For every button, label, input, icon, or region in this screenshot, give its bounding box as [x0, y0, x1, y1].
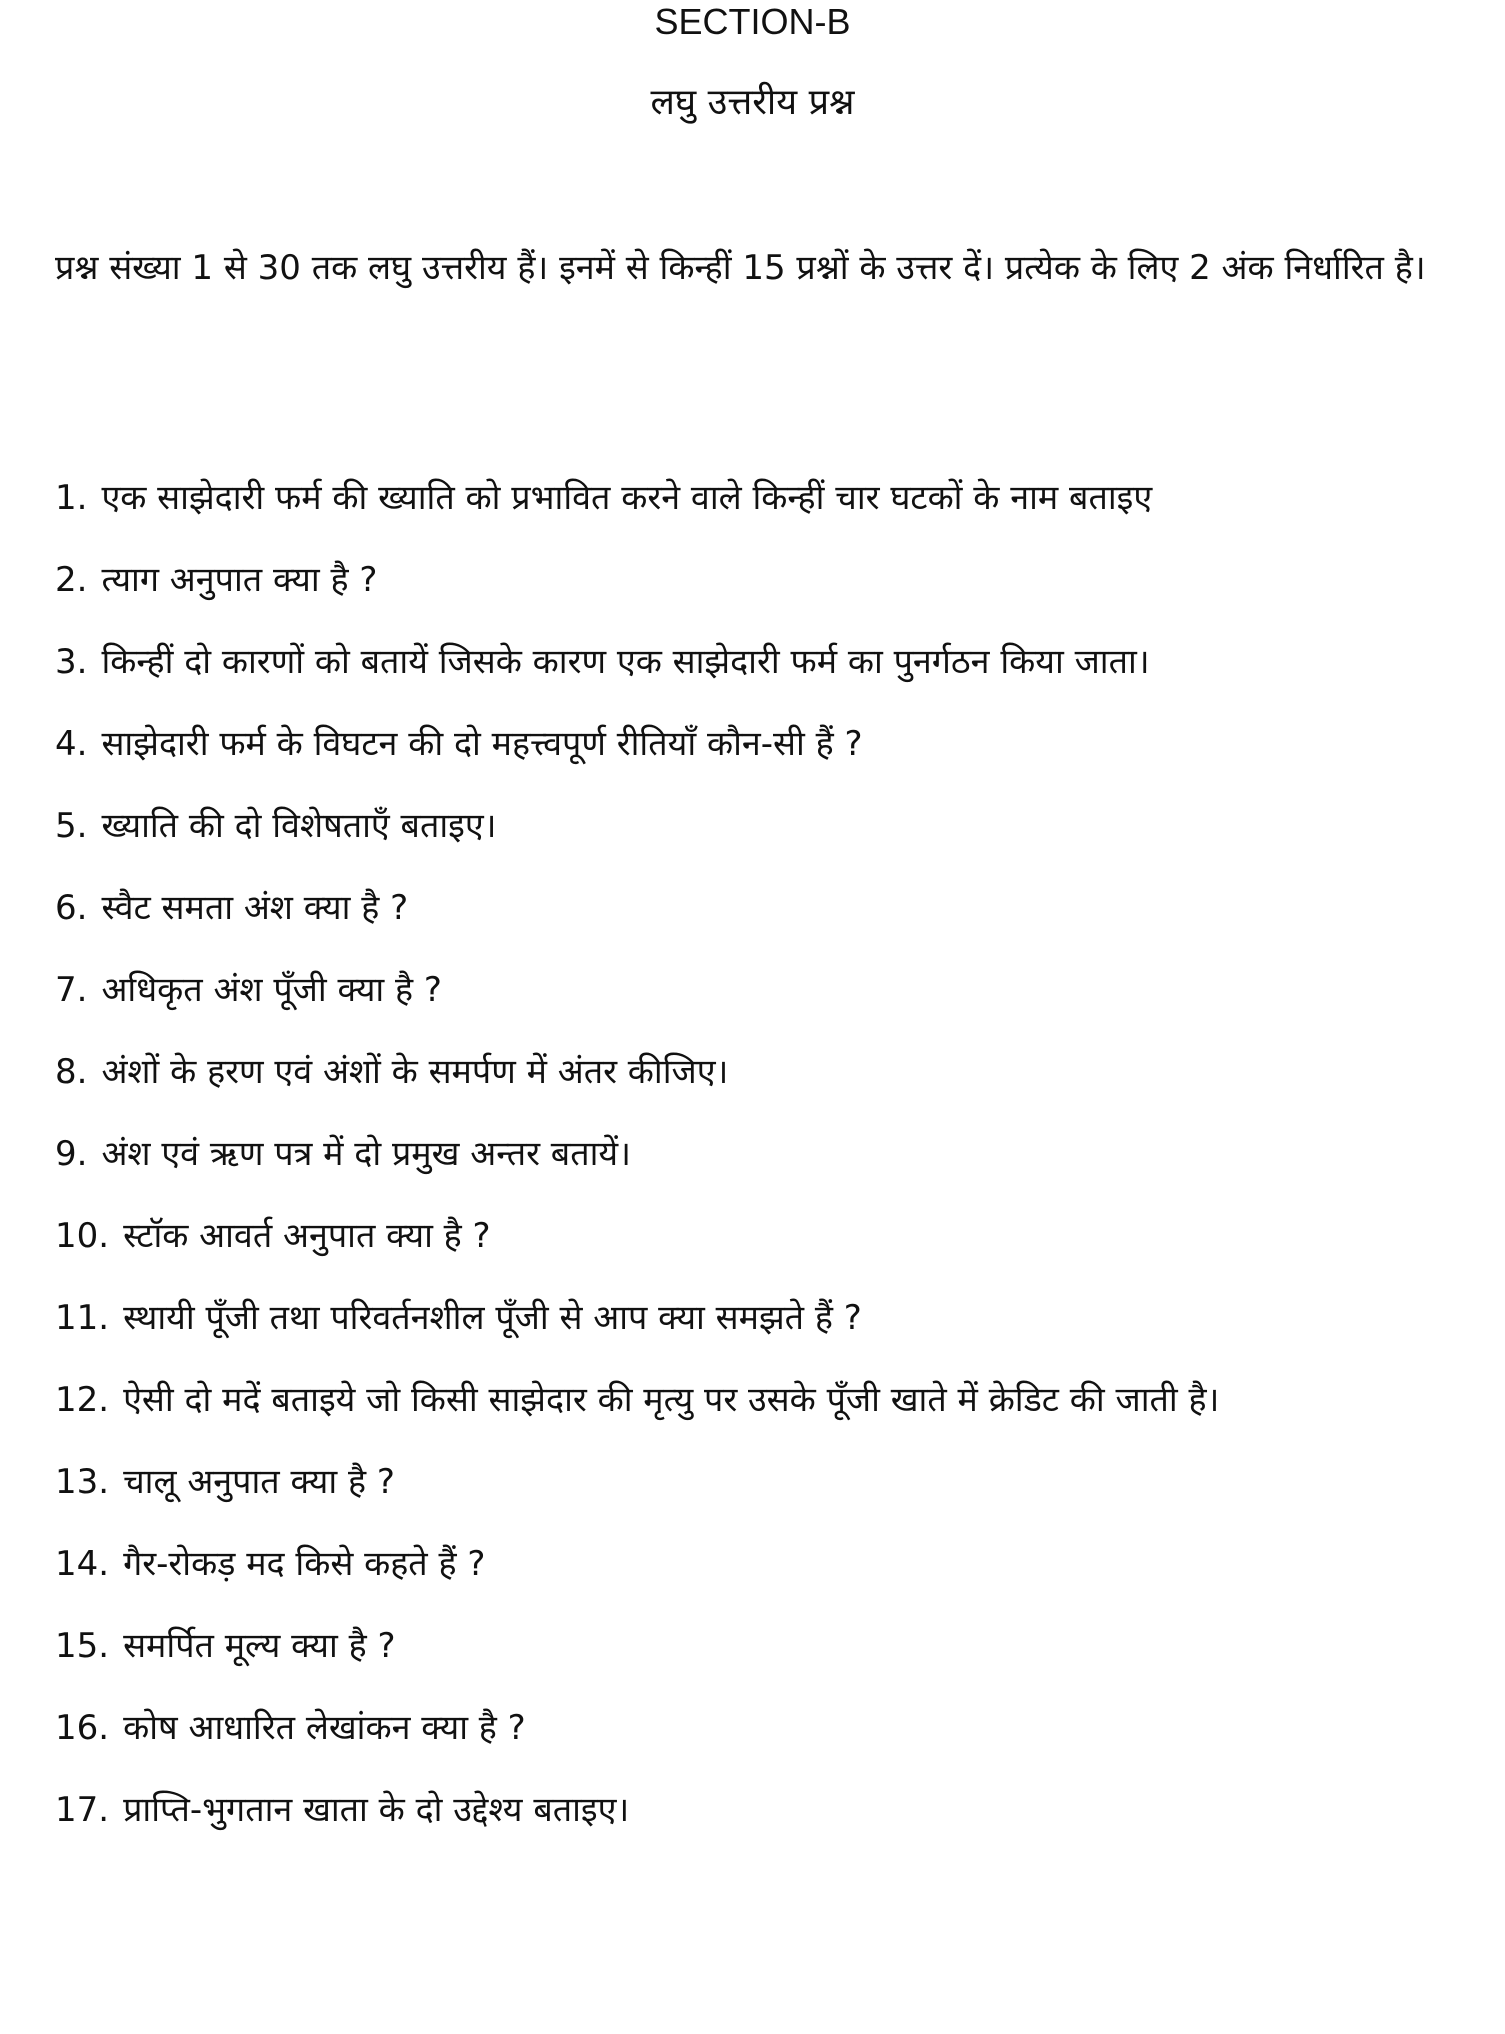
question-item-2 — [55, 547, 1455, 613]
question-text: प्राप्ति-भुगतान खाता के दो उद्देश्य बताइए। — [123, 1790, 630, 1830]
question-item-10 — [55, 1203, 1455, 1269]
question-text: गैर-रोकड़ मद किसे कहते हैं ? — [123, 1544, 486, 1584]
question-number: 11. — [55, 1298, 110, 1338]
question-text: स्थायी पूँजी तथा परिवर्तनशील पूँजी से आप क्या समझते हैं ? — [123, 1298, 862, 1338]
question-number: 5. — [55, 806, 88, 846]
question-text: ख्याति की दो विशेषताएँ बताइए। — [101, 806, 497, 846]
question-item-17 — [55, 1777, 1455, 1843]
question-text: स्वैट समता अंश क्या है ? — [101, 888, 409, 928]
question-item-13 — [55, 1449, 1455, 1515]
question-text: कोष आधारित लेखांकन क्या है ? — [123, 1708, 526, 1748]
question-text: चालू अनुपात क्या है ? — [123, 1462, 395, 1502]
question-text: एक साझेदारी फर्म की ख्याति को प्रभावित करने वाले किन्हीं चार घटकों के नाम बताइए — [101, 478, 1153, 518]
question-number: 16. — [55, 1708, 110, 1748]
question-number: 13. — [55, 1462, 110, 1502]
question-number: 6. — [55, 888, 88, 928]
question-item-11 — [55, 1285, 1455, 1351]
instructions-paragraph: प्रश्न संख्या 1 से 30 तक लघु उत्तरीय हैं। इनमें से किन्हीं 15 प्रश्नों के उत्तर दें। प्रत्येक के लिए 2 अंक निर्धारित है। — [55, 248, 1426, 288]
question-number: 2. — [55, 560, 88, 600]
question-item-5 — [55, 793, 1455, 859]
question-item-9 — [55, 1121, 1455, 1187]
question-number: 7. — [55, 970, 88, 1010]
question-item-7 — [55, 957, 1455, 1023]
question-number: 1. — [55, 478, 88, 518]
question-number: 4. — [55, 724, 88, 764]
question-number: 15. — [55, 1626, 110, 1666]
question-text: ऐसी दो मदें बताइये जो किसी साझेदार की मृत्यु पर उसके पूँजी खाते में क्रेडिट की जाती है। — [123, 1380, 1220, 1420]
question-text: अंश एवं ऋण पत्र में दो प्रमुख अन्तर बतायें। — [101, 1134, 632, 1174]
section-title: SECTION-B — [654, 1, 851, 42]
question-number: 12. — [55, 1380, 110, 1420]
question-text: किन्हीं दो कारणों को बतायें जिसके कारण एक साझेदारी फर्म का पुनर्गठन किया जाता। — [101, 642, 1150, 682]
question-text: स्टॉक आवर्त अनुपात क्या है ? — [123, 1216, 491, 1256]
question-item-12 — [55, 1367, 1455, 1433]
question-text: साझेदारी फर्म के विघटन की दो महत्त्वपूर्ण रीतियाँ कौन-सी हैं ? — [101, 724, 863, 764]
question-number: 9. — [55, 1134, 88, 1174]
question-text: समर्पित मूल्य क्या है ? — [123, 1626, 396, 1666]
question-item-4 — [55, 711, 1455, 777]
question-item-15 — [55, 1613, 1455, 1679]
question-number: 17. — [55, 1790, 110, 1830]
question-item-1 — [55, 465, 1455, 531]
question-item-8 — [55, 1039, 1455, 1105]
question-item-6 — [55, 875, 1455, 941]
question-number: 14. — [55, 1544, 110, 1584]
question-text: त्याग अनुपात क्या है ? — [101, 560, 378, 600]
question-item-16 — [55, 1695, 1455, 1761]
question-item-14 — [55, 1531, 1455, 1597]
question-number: 8. — [55, 1052, 88, 1092]
section-subtitle: लघु उत्तरीय प्रश्न — [650, 82, 855, 123]
question-number: 10. — [55, 1216, 110, 1256]
question-number: 3. — [55, 642, 88, 682]
question-text: अधिकृत अंश पूँजी क्या है ? — [101, 970, 442, 1010]
question-item-3 — [55, 629, 1455, 695]
question-text: अंशों के हरण एवं अंशों के समर्पण में अंतर कीजिए। — [101, 1052, 729, 1092]
questions-list — [55, 465, 1455, 1859]
